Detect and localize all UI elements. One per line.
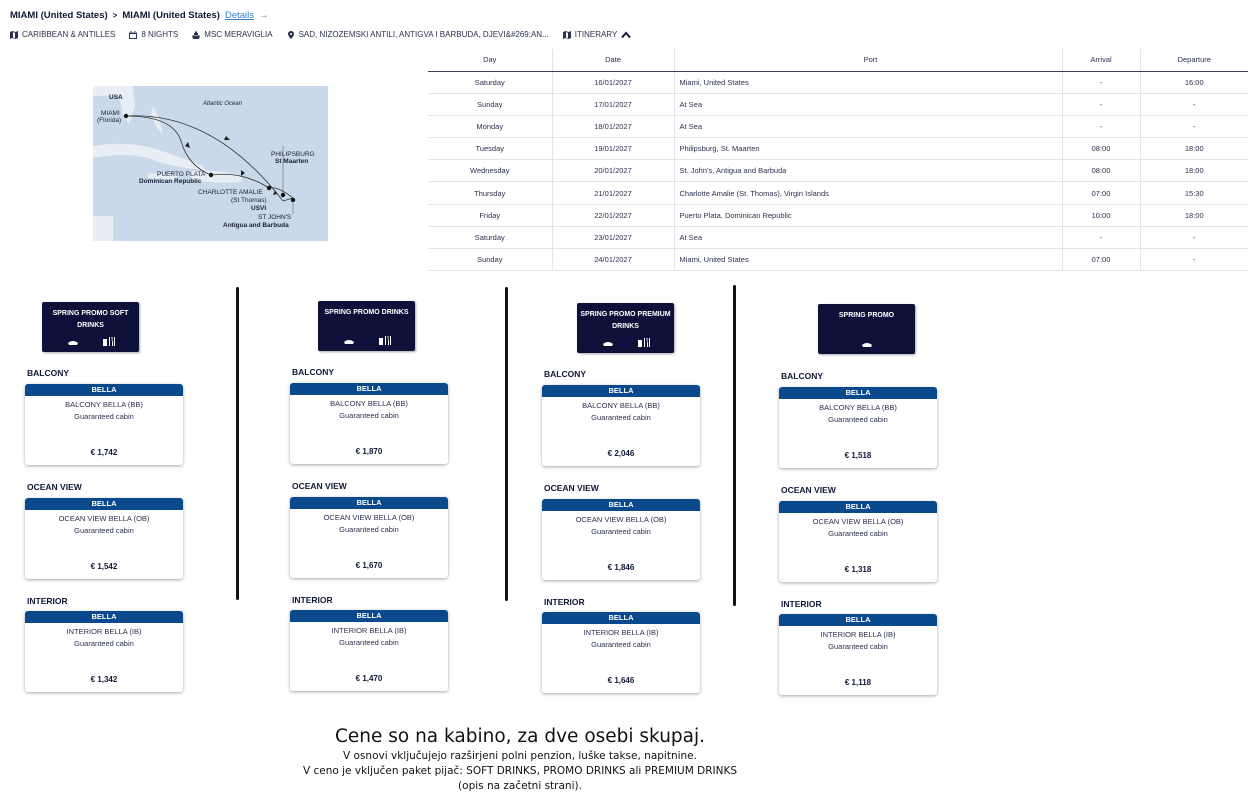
- cell-arrival: 07:00: [1062, 182, 1140, 204]
- cabin-name: BALCONY BELLA (BB): [330, 399, 408, 408]
- calendar-icon: [129, 31, 137, 39]
- table-row: [428, 160, 1248, 182]
- cell-day: Thursday: [428, 182, 552, 204]
- cell-departure: 18:00: [1140, 138, 1248, 160]
- cabin-note: Guaranteed cabin: [828, 529, 888, 538]
- promo-badge: [818, 304, 915, 354]
- cell-day: Saturday: [428, 71, 552, 93]
- cabin-tier: BELLA: [542, 385, 700, 397]
- cell-date: 20/01/2027: [552, 160, 674, 182]
- table-row: [428, 93, 1248, 115]
- category-label-balcony: BALCONY: [27, 368, 70, 378]
- cell-date: 16/01/2027: [552, 71, 674, 93]
- cabin-card-interior[interactable]: [542, 612, 700, 693]
- map-label-philipsburg-sub: St Maarten: [275, 158, 309, 165]
- cabin-card-balcony[interactable]: [779, 387, 937, 468]
- column-divider: [733, 285, 736, 606]
- origin-port: MIAMI (United States): [10, 10, 108, 21]
- cabin-card-interior[interactable]: [290, 610, 448, 691]
- cabin-tier: BELLA: [25, 384, 183, 396]
- cabin-price: € 1,846: [607, 563, 635, 572]
- cell-date: 19/01/2027: [552, 138, 674, 160]
- cell-departure: -: [1140, 226, 1248, 248]
- chevron-up-icon: [621, 31, 631, 39]
- cell-date: 18/01/2027: [552, 115, 674, 137]
- cell-departure: 15:30: [1140, 182, 1248, 204]
- cell-day: Saturday: [428, 226, 552, 248]
- cell-departure: 16:00: [1140, 71, 1248, 93]
- cabin-price: € 1,742: [90, 448, 118, 457]
- ports-label: SAD, NIZOZEMSKI ANTILI, ANTIGVA I BARBUDA, DJEVI&#269;AN...: [298, 30, 549, 39]
- cabin-tier: BELLA: [542, 499, 700, 511]
- cell-day: Sunday: [428, 93, 552, 115]
- cabin-card-interior[interactable]: [25, 611, 183, 692]
- cell-departure: -: [1140, 93, 1248, 115]
- promo-title: SPRING PROMO SOFT DRINKS: [52, 310, 129, 329]
- cell-day: Monday: [428, 115, 552, 137]
- cabin-tier: BELLA: [779, 614, 937, 626]
- cabin-name: INTERIOR BELLA (IB): [820, 630, 896, 639]
- cabin-note: Guaranteed cabin: [591, 640, 651, 649]
- ship-icon: [602, 338, 614, 347]
- ship-icon: [192, 31, 200, 39]
- drinks-dining-icon: [379, 336, 391, 345]
- destination-port: MIAMI (United States): [122, 10, 220, 21]
- location-pin-icon: [287, 31, 295, 39]
- cabin-tier: BELLA: [779, 387, 937, 399]
- cabin-note: Guaranteed cabin: [74, 639, 134, 648]
- column-divider: [505, 287, 508, 601]
- table-row: [428, 226, 1248, 248]
- table-row: [428, 182, 1248, 204]
- cabin-note: Guaranteed cabin: [74, 526, 134, 535]
- cabin-price: € 1,342: [90, 675, 118, 684]
- category-label-ocean-view: OCEAN VIEW: [27, 482, 82, 492]
- table-row: [428, 249, 1248, 271]
- cabin-name: OCEAN VIEW BELLA (OB): [58, 514, 150, 523]
- cell-arrival: -: [1062, 93, 1140, 115]
- cabin-tier: BELLA: [779, 501, 937, 513]
- column-header-date: Date: [552, 49, 674, 71]
- region-info: [10, 30, 115, 39]
- cabin-tier: BELLA: [290, 497, 448, 509]
- map-label-puerto-plata-sub: Dominican Republic: [139, 178, 202, 185]
- cell-arrival: -: [1062, 115, 1140, 137]
- cell-arrival: 07:00: [1062, 249, 1140, 271]
- category-label-interior: INTERIOR: [292, 595, 333, 605]
- cabin-price: € 1,870: [355, 447, 383, 456]
- cabin-price: € 1,118: [844, 678, 872, 687]
- cell-departure: -: [1140, 115, 1248, 137]
- arrow-right-icon: →: [259, 10, 269, 21]
- table-row: [428, 115, 1248, 137]
- route-map: [93, 86, 328, 241]
- ship-icon: [861, 339, 873, 348]
- cabin-card-ocean-view[interactable]: [25, 498, 183, 579]
- pricing-note-line-2: V ceno je vključen paket pijač: SOFT DRINKS, PROMO DRINKS ali PREMIUM DRINKS (opis na začetni strani).: [302, 765, 738, 792]
- column-header-day: Day: [428, 49, 552, 71]
- cabin-price: € 1,518: [844, 451, 872, 460]
- drinks-dining-icon: [103, 337, 115, 346]
- breadcrumb: [10, 10, 269, 21]
- ports-info: [287, 30, 549, 39]
- cabin-name: BALCONY BELLA (BB): [65, 400, 143, 409]
- map-label-st-johns-sub: Antigua and Barbuda: [223, 222, 289, 229]
- cabin-tier: BELLA: [25, 611, 183, 623]
- map-label-puerto-plata: PUERTO PLATA: [157, 171, 206, 178]
- cabin-tier: BELLA: [290, 610, 448, 622]
- cabin-tier: BELLA: [542, 612, 700, 624]
- map-label-miami-sub: (Florida): [97, 117, 122, 124]
- category-label-ocean-view: OCEAN VIEW: [292, 481, 347, 491]
- nights-label: 8 NIGHTS: [141, 30, 179, 39]
- breadcrumb-separator: >: [112, 11, 118, 20]
- promo-badge: [42, 302, 139, 352]
- cabin-note: Guaranteed cabin: [339, 638, 399, 647]
- cell-port: Miami, United States: [674, 71, 1062, 93]
- cell-date: 21/01/2027: [552, 182, 674, 204]
- cabin-card-balcony[interactable]: [290, 383, 448, 464]
- cabin-card-interior[interactable]: [779, 614, 937, 695]
- category-label-interior: INTERIOR: [781, 599, 822, 609]
- cell-departure: -: [1140, 249, 1248, 271]
- ship-label: MSC MERAVIGLIA: [204, 30, 273, 39]
- cell-date: 17/01/2027: [552, 93, 674, 115]
- cabin-name: OCEAN VIEW BELLA (OB): [812, 517, 904, 526]
- cell-port: At Sea: [674, 226, 1062, 248]
- cell-arrival: 10:00: [1062, 204, 1140, 226]
- itinerary-table: [428, 49, 1248, 271]
- cell-port: Charlotte Amalie (St. Thomas), Virgin Islands: [674, 182, 1062, 204]
- cell-date: 22/01/2027: [552, 204, 674, 226]
- map-label-st-johns: ST JOHN'S: [258, 214, 292, 221]
- ship-icon: [67, 337, 79, 346]
- cell-departure: 18:00: [1140, 160, 1248, 182]
- cabin-price: € 1,542: [90, 562, 118, 571]
- column-header-departure: Departure: [1140, 49, 1248, 71]
- map-label-philipsburg: PHILIPSBURG: [271, 151, 315, 158]
- column-divider: [236, 287, 239, 600]
- table-row: [428, 71, 1248, 93]
- cabin-note: Guaranteed cabin: [339, 411, 399, 420]
- itinerary-label: ITINERARY: [574, 30, 618, 39]
- region-label: CARIBBEAN & ANTILLES: [22, 30, 116, 39]
- cabin-note: Guaranteed cabin: [828, 642, 888, 651]
- map-label-ocean: Atlantic Ocean: [203, 101, 243, 107]
- cabin-card-ocean-view[interactable]: [290, 497, 448, 578]
- details-link[interactable]: Details: [224, 10, 254, 21]
- cabin-tier: BELLA: [290, 383, 448, 395]
- ship-icon: [343, 336, 355, 345]
- cell-day: Friday: [428, 204, 552, 226]
- nights-info: [129, 30, 178, 39]
- cell-port: Miami, United States: [674, 249, 1062, 271]
- map-label-usa: USA: [109, 94, 123, 101]
- map-icon: [10, 31, 18, 39]
- column-header-arrival: Arrival: [1062, 49, 1140, 71]
- column-header-port: Port: [674, 49, 1062, 71]
- cabin-note: Guaranteed cabin: [339, 525, 399, 534]
- cabin-card-ocean-view[interactable]: [779, 501, 937, 582]
- category-label-balcony: BALCONY: [781, 371, 824, 381]
- promo-title: SPRING PROMO: [838, 312, 895, 319]
- promo-title: SPRING PROMO PREMIUM DRINKS: [580, 311, 671, 330]
- cell-port: Puerto Plata, Dominican Republic: [674, 204, 1062, 226]
- cell-arrival: -: [1062, 226, 1140, 248]
- map-label-charlotte-amalie: CHARLOTTE AMALIE: [198, 189, 263, 196]
- cabin-note: Guaranteed cabin: [828, 415, 888, 424]
- table-row: [428, 204, 1248, 226]
- cabin-note: Guaranteed cabin: [591, 527, 651, 536]
- map-label-charlotte-sub: (St Thomas): [231, 197, 267, 204]
- cabin-card-ocean-view[interactable]: [542, 499, 700, 580]
- cabin-price: € 1,318: [844, 565, 872, 574]
- category-label-ocean-view: OCEAN VIEW: [781, 485, 836, 495]
- cabin-name: BALCONY BELLA (BB): [819, 403, 897, 412]
- cabin-name: OCEAN VIEW BELLA (OB): [323, 513, 415, 522]
- ship-info: [192, 30, 272, 39]
- cell-port: At Sea: [674, 115, 1062, 137]
- cabin-card-balcony[interactable]: [542, 385, 700, 466]
- pricing-note-headline: Cene so na kabino, za dve osebi skupaj.: [334, 726, 706, 747]
- itinerary-header-row: [428, 49, 1248, 71]
- cell-departure: 18:00: [1140, 204, 1248, 226]
- cabin-name: OCEAN VIEW BELLA (OB): [575, 515, 667, 524]
- map-label-miami: MIAMI: [101, 110, 120, 117]
- cruise-info-bar: [10, 30, 631, 39]
- map-icon: [563, 31, 571, 39]
- category-label-interior: INTERIOR: [544, 597, 585, 607]
- cabin-note: Guaranteed cabin: [591, 413, 651, 422]
- itinerary-toggle[interactable]: [563, 30, 632, 39]
- cell-port: St. John's, Antigua and Barbuda: [674, 160, 1062, 182]
- cabin-tier: BELLA: [25, 498, 183, 510]
- cabin-price: € 2,046: [607, 449, 635, 458]
- category-label-interior: INTERIOR: [27, 596, 68, 606]
- cell-day: Wednesday: [428, 160, 552, 182]
- cell-day: Tuesday: [428, 138, 552, 160]
- category-label-balcony: BALCONY: [292, 367, 335, 377]
- map-label-usvi: USVI: [251, 205, 267, 212]
- cabin-card-balcony[interactable]: [25, 384, 183, 465]
- table-row: [428, 138, 1248, 160]
- category-label-ocean-view: OCEAN VIEW: [544, 483, 599, 493]
- cabin-name: BALCONY BELLA (BB): [582, 401, 660, 410]
- promo-badge: [577, 303, 674, 353]
- drinks-dining-icon: [638, 338, 650, 347]
- cabin-name: INTERIOR BELLA (IB): [331, 626, 407, 635]
- cabin-price: € 1,470: [355, 674, 383, 683]
- cell-day: Sunday: [428, 249, 552, 271]
- promo-title: SPRING PROMO DRINKS: [324, 309, 409, 316]
- cabin-price: € 1,646: [607, 676, 635, 685]
- category-label-balcony: BALCONY: [544, 369, 587, 379]
- cabin-name: INTERIOR BELLA (IB): [66, 627, 142, 636]
- cell-arrival: 08:00: [1062, 138, 1140, 160]
- pricing-note: [300, 725, 740, 794]
- pricing-note-line-1: V osnovi vključujejo razširjeni polni penzion, luške takse, napitnine.: [343, 750, 697, 762]
- cabin-note: Guaranteed cabin: [74, 412, 134, 421]
- cabin-price: € 1,670: [355, 561, 383, 570]
- cell-port: At Sea: [674, 93, 1062, 115]
- cell-arrival: 08:00: [1062, 160, 1140, 182]
- cell-date: 24/01/2027: [552, 249, 674, 271]
- cell-date: 23/01/2027: [552, 226, 674, 248]
- cabin-name: INTERIOR BELLA (IB): [583, 628, 659, 637]
- cell-arrival: -: [1062, 71, 1140, 93]
- promo-badge: [318, 301, 415, 351]
- cell-port: Philipsburg, St. Maarten: [674, 138, 1062, 160]
